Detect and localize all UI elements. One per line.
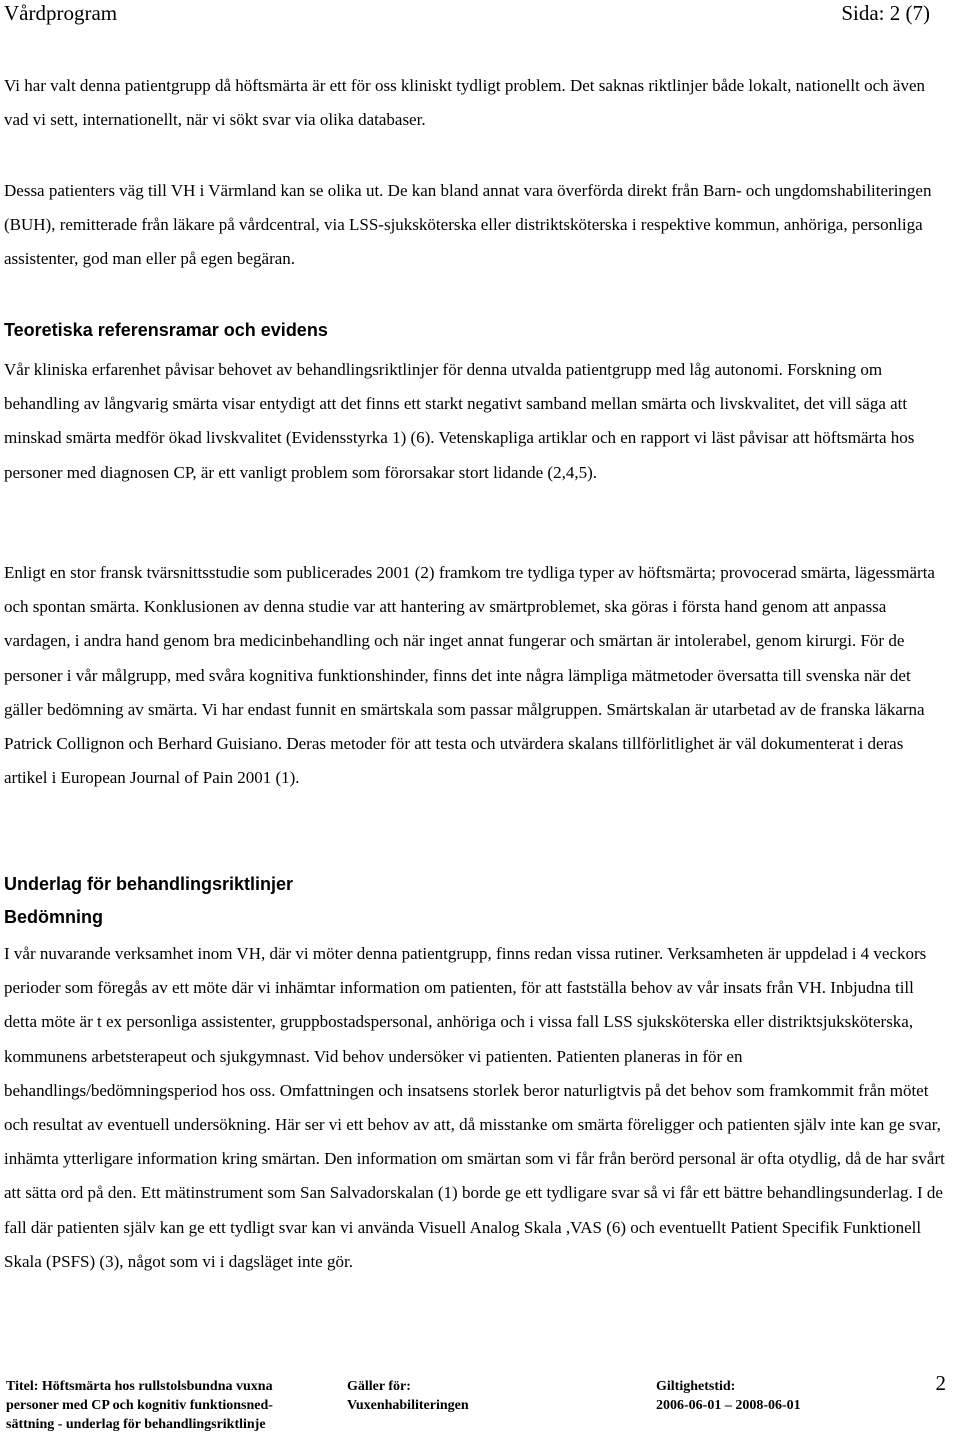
footer-title-line: sättning - underlag för behandlingsriktlinje	[6, 1417, 266, 1432]
heading-theoretical-framework: Teoretiska referensramar och evidens	[4, 320, 328, 340]
footer-applies-label: Gäller för:	[347, 1379, 411, 1394]
paragraph-patient-path: Dessa patienters väg till VH i Värmland kan se olika ut. De kan bland annat vara överförda direkt från Barn- och ungdomshabiliteringen (BUH), remitterade från läkare på vårdcentral, via LSS-sjuksköterska eller distriktsköterska i respektive kommun, anhöriga, personliga assistenter, god man eller på egen begäran.	[4, 181, 932, 269]
footer-page-number: 2	[935, 1371, 946, 1395]
footer-validity	[656, 1377, 896, 1415]
heading-treatment-basis: Underlag för behandlingsriktlinjer	[4, 874, 294, 894]
footer-validity-value: 2006-06-01 – 2008-06-01	[656, 1398, 801, 1413]
footer-applies-to	[347, 1377, 627, 1415]
footer-title-line: Titel: Höftsmärta hos rullstolsbundna vuxna	[6, 1379, 273, 1394]
paragraph-intro: Vi har valt denna patientgrupp då höftsmärta är ett för oss kliniskt tydligt problem. Det saknas riktlinjer både lokalt, nationellt och även vad vi sett, internationellt, när vi sökt svar via olika databaser.	[4, 76, 925, 130]
document-title: Vårdprogram	[4, 1, 118, 25]
paragraph-french-study: Enligt en stor fransk tvärsnittsstudie som publicerades 2001 (2) framkom tre tydliga typer av höftsmärta; provocerad smärta, lägessmärta och spontan smärta. Konklusionen av denna studie var att hantering av smärtproblemet, ska göras i första hand genom att anpassa vardagen, i andra hand genom bra medicinbehandling och när inget annat fungerar och smärtan är intolerabel, genom kirurgi. För de personer i vår målgrupp, med svåra kognitiva funktionshinder, finns det inte några lämpliga mätmetoder översatta till svenska när det gäller bedömning av smärta. Vi har endast funnit en smärtskala som passar målgruppen. Smärtskalan är utarbetad av de franska läkarna Patrick Collignon och Berhard Guisiano. Deras metoder för att testa och utvärdera skalans tillförlitlighet är väl dokumenterat i deras artikel i European Journal of Pain 2001 (1).	[4, 563, 935, 788]
footer-applies-value: Vuxenhabiliteringen	[347, 1398, 469, 1413]
page-footer	[0, 1370, 960, 1433]
paragraph-current-practice: I vår nuvarande verksamhet inom VH, där vi möter denna patientgrupp, finns redan vissa rutiner. Verksamheten är uppdelad i 4 veckors perioder som föregås av ett möte där vi inhämtar information om patienten, för att fastställa behov av vår insats från VH. Inbjudna till detta möte är t ex personliga assistenter, gruppbostadspersonal, anhöriga och i vissa fall LSS sjuksköterska eller distriktsjuksköterska, kommunens arbetsterapeut och sjukgymnast. Vid behov undersöker vi patienten. Patienten planeras in för en behandlings/bedömningsperiod hos oss. Omfattningen och insatsens storlek beror naturligtvis på det behov som framkommit från mötet och resultat av eventuell undersökning. Här ser vi ett behov av att, då misstanke om smärta föreligger och patienten själv inte kan ge svar, inhämta ytterligare information kring smärtan. Den information om smärtan som vi får från berörd personal är ofta otydlig, då de har svårt att sätta ord på den. Ett mätinstrument som San Salvadorskalan (1) borde ge ett tydligare svar så vi får ett bättre behandlingsunderlag. I de fall där patienten själv kan ge ett tydligt svar kan vi använda Visuell Analog Skala ,VAS (6) och eventuellt Patient Specifik Funktionell Skala (PSFS) (3), något som vi i dagsläget inte gör.	[4, 944, 945, 1271]
footer-title-block	[6, 1377, 336, 1434]
page-header	[4, 0, 930, 26]
paragraph-evidence: Vår kliniska erfarenhet påvisar behovet av behandlingsriktlinjer för denna utvalda patientgrupp med låg autonomi. Forskning om behandling av långvarig smärta visar entydigt att det finns ett starkt negativt samband mellan smärta och livskvalitet, det vill säga att minskad smärta medför ökad livskvalitet (Evidensstyrka 1) (6). Vetenskapliga artiklar och en rapport vi läst påvisar att höftsmärta hos personer med diagnosen CP, är ett vanligt problem som förorsakar stort lidande (2,4,5).	[4, 360, 915, 482]
footer-title-line: personer med CP och kognitiv funktionsned-	[6, 1398, 273, 1413]
page-indicator: Sida: 2 (7)	[841, 1, 930, 25]
subheading-assessment: Bedömning	[4, 907, 103, 927]
footer-validity-label: Giltighetstid:	[656, 1379, 736, 1394]
